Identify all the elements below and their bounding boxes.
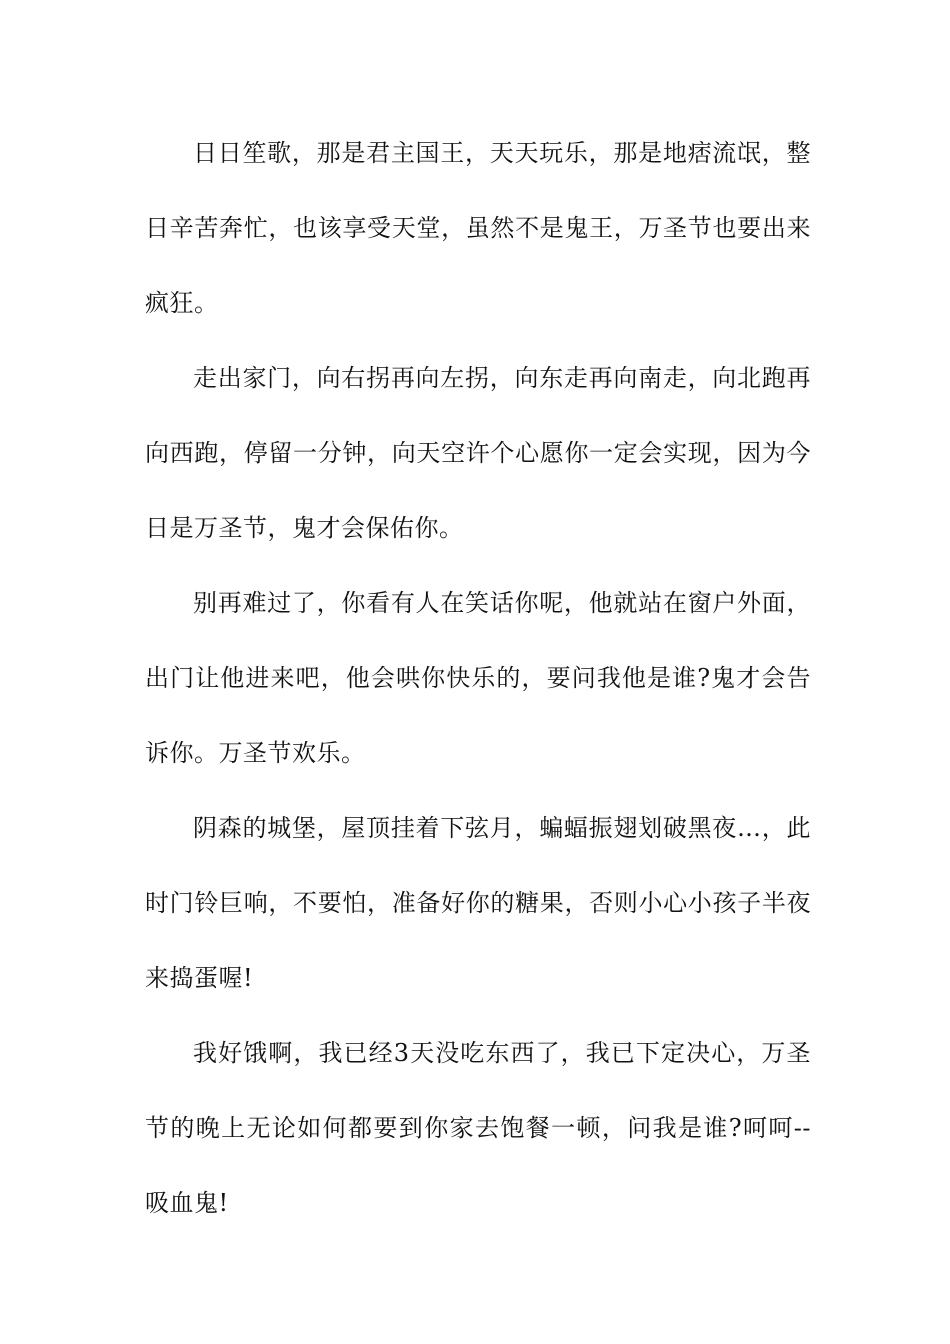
paragraph-1: 日日笙歌，那是君主国王，天天玩乐，那是地痞流氓，整日辛苦奔忙，也该享受天堂，虽然不是鬼王，万圣节也要出来疯狂。 <box>145 139 811 317</box>
paragraph-3: 别再难过了，你看有人在笑话你呢，他就站在窗户外面，出门让他进来吧，他会哄你快乐的，要问我他是谁?鬼才会告诉你。万圣节欢乐。 <box>145 589 811 767</box>
paragraph-2: 走出家门，向右拐再向左拐，向东走再向南走，向北跑再向西跑，停留一分钟，向天空许个心愿你一定会实现，因为今日是万圣节，鬼才会保佑你。 <box>145 364 811 542</box>
document-body <box>145 116 811 1241</box>
paragraph-4: 阴森的城堡，屋顶挂着下弦月，蝙蝠振翅划破黑夜…，此时门铃巨响，不要怕，准备好你的糖果，否则小心小孩子半夜来捣蛋喔! <box>145 814 811 992</box>
paragraph-5: 我好饿啊，我已经3天没吃东西了，我已下定决心，万圣节的晚上无论如何都要到你家去饱餐一顿，问我是谁?呵呵--吸血鬼! <box>145 1039 811 1217</box>
